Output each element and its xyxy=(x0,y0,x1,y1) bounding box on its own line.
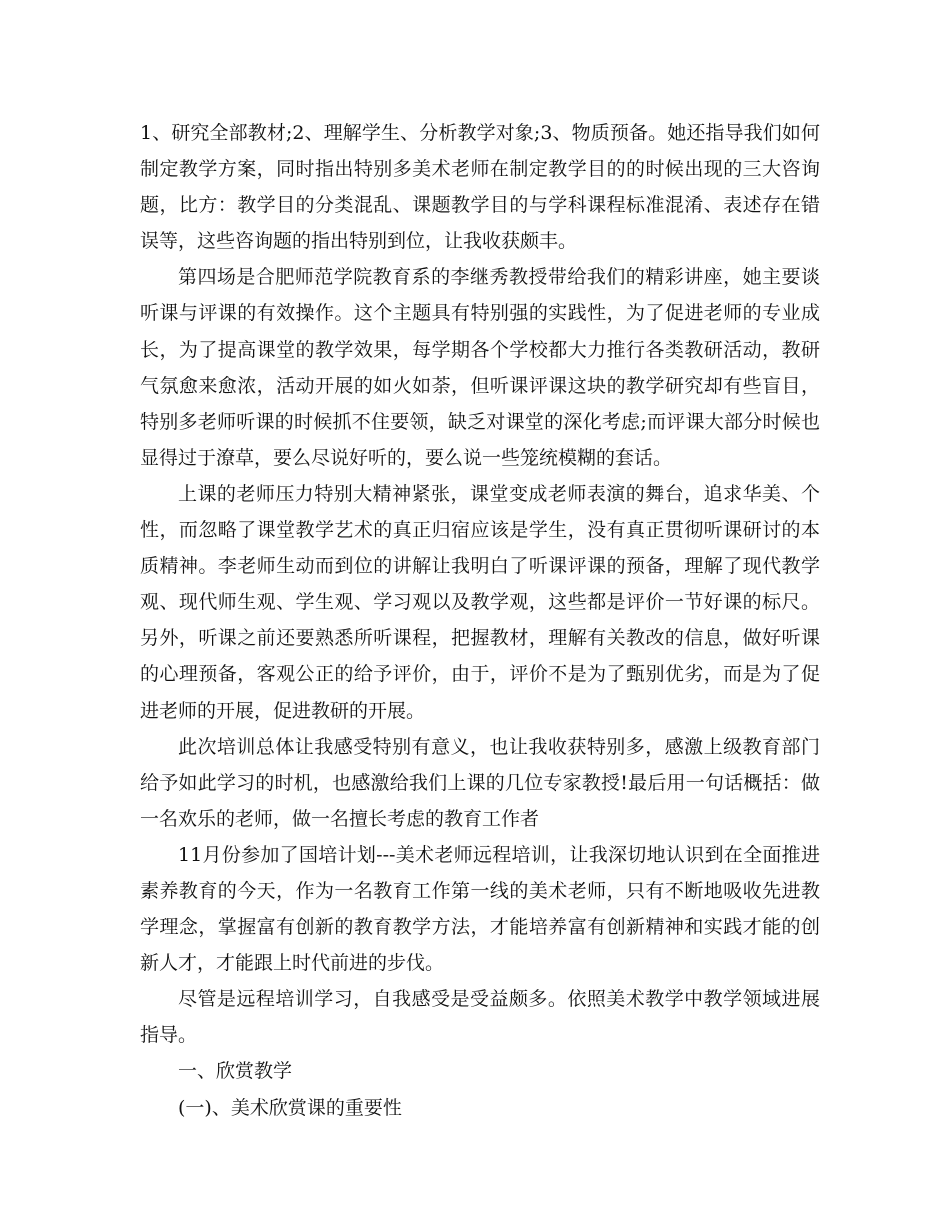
paragraph-3: 上课的老师压力特别大精神紧张，课堂变成老师表演的舞台，追求华美、个性，而忽略了课堂教学艺术的真正归宿应该是学生，没有真正贯彻听课研讨的本质精神。李老师生动而到位的讲解让我明白了听课评课的预备，理解了现代教学观、现代师生观、学生观、学习观以及教学观，这些都是评价一节好课的标尺。另外，听课之前还要熟悉所听课程，把握教材，理解有关教改的信息，做好听课的心理预备，客观公正的给予评价，由于，评价不是为了甄别优劣，而是为了促进老师的开展，促进教研的开展。 xyxy=(140,482,820,722)
paragraph-6: 尽管是远程培训学习，自我感受是受益颇多。依照美术教学中教学领域进展指导。 xyxy=(140,988,820,1047)
document-body xyxy=(140,115,820,1126)
subsection-heading: (一)、美术欣赏课的重要性 xyxy=(178,1096,402,1119)
paragraph-2: 第四场是合肥师范学院教育系的李继秀教授带给我们的精彩讲座，她主要谈听课与评课的有效操作。这个主题具有特别强的实践性，为了促进老师的专业成长，为了提高课堂的教学效果，每学期各个学校都大力推行各类教研活动，教研气氛愈来愈浓，活动开展的如火如荼，但听课评课这块的教学研究却有些盲目，特别多老师听课的时候抓不住要领，缺乏对课堂的深化考虑;而评课大部分时候也显得过于潦草，要么尽说好听的，要么说一些笼统模糊的套话。 xyxy=(140,266,820,469)
paragraph-4: 此次培训总体让我感受特别有意义，也让我收获特别多，感激上级教育部门给予如此学习的时机，也感激给我们上课的几位专家教授!最后用一句话概括：做一名欢乐的老师，做一名擅长考虑的教育工作者 xyxy=(140,735,820,830)
section-heading: 一、欣赏教学 xyxy=(178,1060,293,1083)
paragraph-1: 1、研究全部教材;2、理解学生、分析教学对象;3、物质预备。她还指导我们如何制定教学方案，同时指出特别多美术老师在制定教学目的的时候出现的三大咨询题，比方：教学目的分类混乱、课题教学目的与学科课程标准混淆、表述存在错误等，这些咨询题的指出特别到位，让我收获颇丰。 xyxy=(140,122,820,253)
paragraph-5: 11月份参加了国培计划---美术老师远程培训，让我深切地认识到在全面推进素养教育的今天，作为一名教育工作第一线的美术老师，只有不断地吸收先进教学理念，掌握富有创新的教育教学方法，才能培养富有创新精神和实践才能的创新人才，才能跟上时代前进的步伐。 xyxy=(140,843,820,975)
